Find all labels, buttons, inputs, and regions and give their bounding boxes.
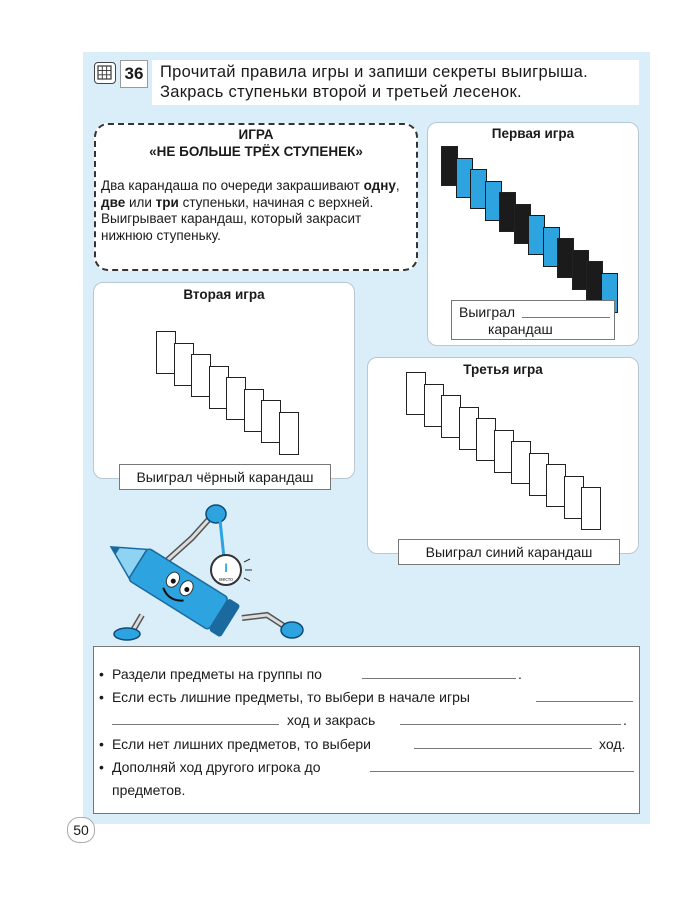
answer-line[interactable] [536,701,633,702]
page-number: 50 [67,817,95,843]
answer-line[interactable] [370,771,634,772]
task-instruction [152,60,639,105]
answer-line[interactable] [362,678,516,679]
rules-title: ИГРА [238,127,274,142]
first-game-title: Первая игра [491,126,575,141]
rules-winner-text: Выигрывает карандаш, который закрасит нижнюю ступеньку. [101,211,362,243]
third-game-title: Третья игра [463,362,543,377]
third-game-result: Выиграл синий карандаш [398,539,620,565]
game-rules-box [94,123,418,271]
secret-3-end: ход. [599,736,626,752]
secret-4: Дополняй ход другого игрока до [112,759,321,775]
bullet-icon: • [99,666,104,682]
third-game-card [367,357,639,560]
svg-text:I: I [224,561,228,575]
task-line-2: Закрась ступеньки второй и третьей лесенок. [160,83,522,101]
first-game-result [451,300,615,340]
winning-secrets-box [93,646,640,814]
first-game-result-word: карандаш [488,321,553,337]
secret-1: Раздели предметы на группы по [112,666,322,682]
bullet-icon: • [99,736,104,752]
answer-line[interactable] [522,317,610,318]
secret-2-end: . [623,712,627,728]
stair-step[interactable] [279,412,299,455]
answer-line[interactable] [414,748,592,749]
rules-text [101,178,413,244]
svg-text:место: место [219,577,233,583]
answer-line[interactable] [400,724,621,725]
rules-bold-three: три [155,194,179,210]
first-game-card [427,122,639,346]
secret-4-next: предметов. [112,782,186,798]
rules-bold-one: одну [363,178,396,193]
secret-2-middle: ход и закрась [287,712,376,728]
answer-line[interactable] [112,724,279,725]
task-number: 36 [120,60,148,88]
rules-text-part: , [395,178,400,193]
rules-bold-two: две [101,194,126,210]
rules-game-name: «НЕ БОЛЬШЕ ТРЁХ СТУПЕНЕК» [149,144,363,159]
second-game-card [93,282,355,485]
stair-step[interactable] [581,487,601,530]
rules-text-part: ступеньки, начиная с верхней. [178,194,374,210]
bullet-icon: • [99,759,104,775]
pencil-mascot-illustration [92,500,317,645]
second-game-title: Вторая игра [183,287,265,302]
secret-1-end: . [518,666,522,682]
rules-text-part: или [125,194,156,210]
task-line-1: Прочитай правила игры и запиши секреты выигрыша. [160,63,589,81]
bullet-icon: • [99,689,104,705]
secret-2: Если есть лишние предметы, то выбери в начале игры [112,689,470,705]
second-game-result: Выиграл чёрный карандаш [119,464,331,490]
calculator-icon [94,62,116,84]
secret-3: Если нет лишних предметов, то выбери [112,736,371,752]
first-game-result-label: Выиграл [459,304,516,320]
rules-text-part: Два карандаша по очереди закрашивают [101,178,364,193]
